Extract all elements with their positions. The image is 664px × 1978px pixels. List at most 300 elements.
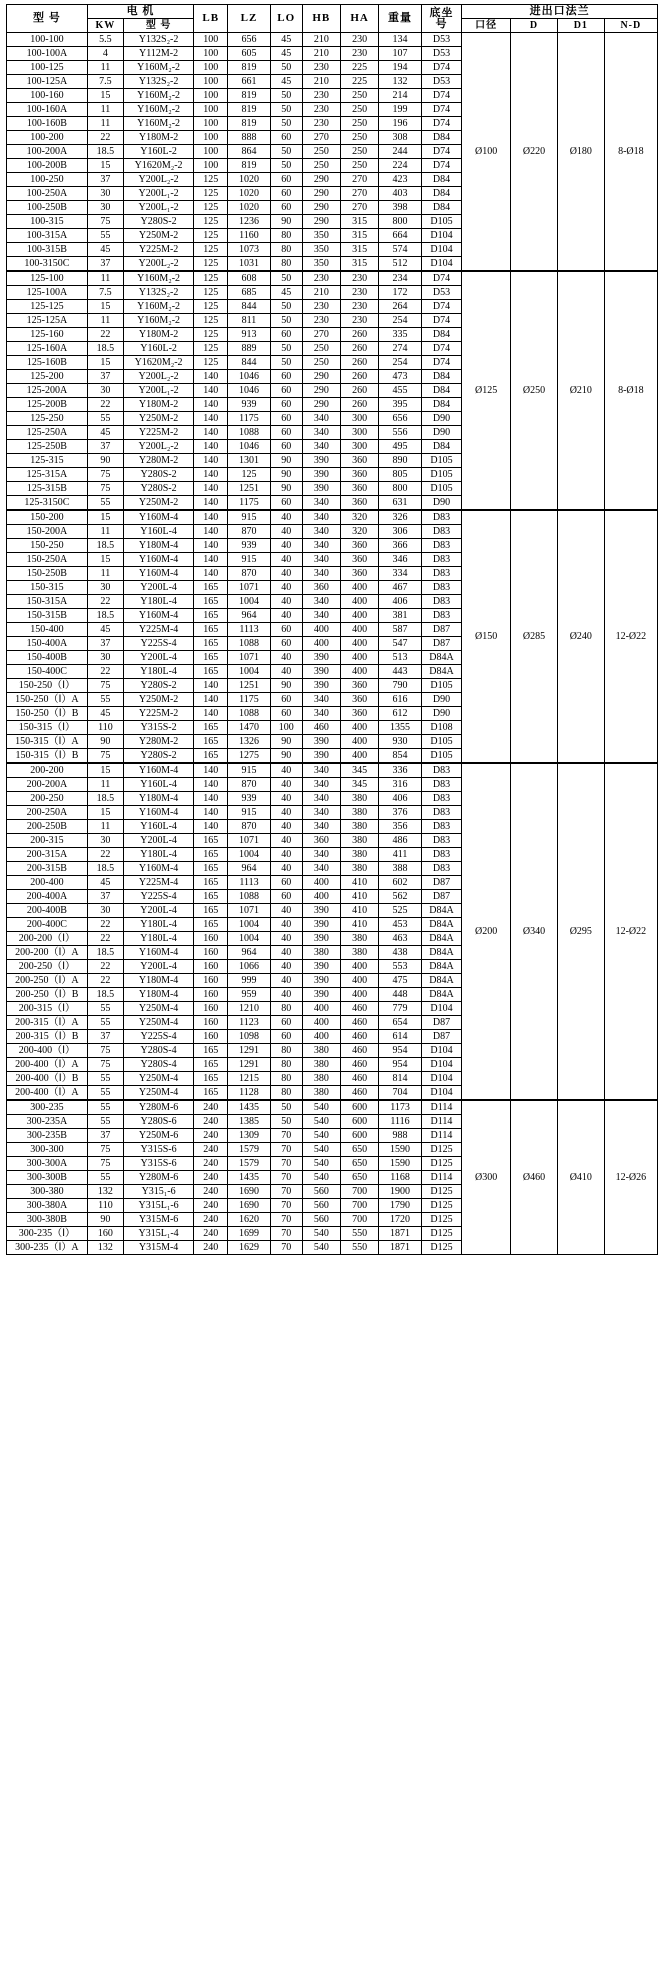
cell-weight: 547 [379,637,422,651]
cell-ha: 650 [340,1171,378,1185]
cell-lz: 1071 [228,834,271,848]
cell-motor-type: Y280S-4 [123,1058,193,1072]
cell-flange-dn: Ø150 [462,510,511,763]
cell-lb: 140 [194,553,228,567]
cell-hb: 400 [302,637,340,651]
cell-lz: 1066 [228,960,271,974]
cell-motor-type: Y160L-2 [123,342,193,356]
cell-base: D84 [421,398,461,412]
cell-model: 150-400B [7,651,88,665]
cell-motor-kw: 30 [87,384,123,398]
cell-ha: 360 [340,553,378,567]
cell-flange-d1: Ø295 [557,763,604,1100]
cell-motor-kw: 11 [87,61,123,75]
cell-motor-type: Y132S₂-2 [123,33,193,47]
cell-hb: 380 [302,1086,340,1101]
cell-lo: 60 [270,496,302,511]
cell-motor-type: Y200L₁-2 [123,201,193,215]
cell-ha: 260 [340,342,378,356]
cell-motor-kw: 37 [87,173,123,187]
cell-lb: 165 [194,749,228,764]
cell-model: 200-400（Ⅰ）A [7,1058,88,1072]
cell-ha: 400 [340,960,378,974]
cell-weight: 224 [379,159,422,173]
cell-model: 100-125A [7,75,88,89]
cell-ha: 260 [340,370,378,384]
cell-weight: 264 [379,300,422,314]
cell-base: D74 [421,89,461,103]
cell-lb: 125 [194,257,228,272]
cell-base: D87 [421,890,461,904]
cell-lo: 60 [270,398,302,412]
cell-weight: 406 [379,792,422,806]
cell-base: D83 [421,510,461,525]
cell-ha: 320 [340,525,378,539]
cell-motor-type: Y1620M₂-2 [123,159,193,173]
cell-lb: 125 [194,215,228,229]
cell-lo: 45 [270,33,302,47]
cell-ha: 650 [340,1157,378,1171]
cell-base: D83 [421,834,461,848]
cell-motor-kw: 110 [87,1199,123,1213]
cell-lb: 140 [194,525,228,539]
cell-motor-kw: 75 [87,482,123,496]
cell-lb: 140 [194,468,228,482]
cell-lb: 140 [194,454,228,468]
cell-lo: 40 [270,553,302,567]
cell-lb: 165 [194,1072,228,1086]
cell-lz: 959 [228,988,271,1002]
cell-hb: 340 [302,792,340,806]
cell-base: D83 [421,553,461,567]
cell-hb: 540 [302,1157,340,1171]
cell-base: D125 [421,1157,461,1171]
cell-motor-kw: 37 [87,440,123,454]
cell-ha: 250 [340,145,378,159]
cell-ha: 460 [340,1058,378,1072]
cell-ha: 250 [340,117,378,131]
cell-weight: 214 [379,89,422,103]
cell-lb: 140 [194,820,228,834]
cell-ha: 700 [340,1213,378,1227]
cell-lb: 160 [194,946,228,960]
cell-motor-kw: 75 [87,679,123,693]
cell-motor-type: Y160L-4 [123,778,193,792]
cell-hb: 540 [302,1171,340,1185]
cell-lo: 40 [270,918,302,932]
cell-base: D84A [421,651,461,665]
cell-lo: 90 [270,482,302,496]
cell-base: D74 [421,103,461,117]
cell-base: D114 [421,1129,461,1143]
cell-ha: 360 [340,567,378,581]
cell-ha: 400 [340,749,378,764]
cell-motor-kw: 30 [87,904,123,918]
cell-motor-type: Y200L-4 [123,834,193,848]
cell-model: 150-200A [7,525,88,539]
cell-weight: 1355 [379,721,422,735]
cell-motor-type: Y160M-4 [123,609,193,623]
table-row[interactable] [7,763,658,778]
header-flange: 进出口法兰 [462,5,658,19]
cell-model: 200-400A [7,890,88,904]
cell-lo: 40 [270,862,302,876]
cell-lz: 1004 [228,665,271,679]
cell-motor-kw: 22 [87,960,123,974]
cell-lz: 964 [228,609,271,623]
cell-motor-type: Y280M-6 [123,1100,193,1115]
cell-lz: 1385 [228,1115,271,1129]
cell-lz: 1690 [228,1199,271,1213]
cell-lb: 240 [194,1129,228,1143]
cell-lo: 70 [270,1227,302,1241]
cell-weight: 366 [379,539,422,553]
cell-lb: 165 [194,637,228,651]
cell-weight: 1173 [379,1100,422,1115]
cell-lo: 70 [270,1199,302,1213]
cell-lo: 40 [270,848,302,862]
cell-model: 150-315（Ⅰ）A [7,735,88,749]
cell-lb: 140 [194,482,228,496]
cell-base: D104 [421,1044,461,1058]
cell-model: 100-160 [7,89,88,103]
cell-lo: 40 [270,960,302,974]
cell-base: D87 [421,637,461,651]
cell-weight: 486 [379,834,422,848]
cell-hb: 390 [302,651,340,665]
cell-motor-type: Y280S-6 [123,1115,193,1129]
cell-lz: 1301 [228,454,271,468]
cell-lb: 160 [194,974,228,988]
cell-motor-type: Y280S-2 [123,679,193,693]
cell-ha: 300 [340,440,378,454]
cell-weight: 512 [379,257,422,272]
cell-lz: 1088 [228,637,271,651]
cell-lb: 165 [194,1086,228,1101]
cell-flange-d: Ø460 [511,1100,558,1255]
cell-model: 125-200B [7,398,88,412]
cell-model: 125-160A [7,342,88,356]
cell-lb: 160 [194,1002,228,1016]
cell-model: 200-250A [7,806,88,820]
cell-ha: 360 [340,482,378,496]
cell-ha: 230 [340,300,378,314]
cell-lo: 40 [270,806,302,820]
cell-lo: 40 [270,665,302,679]
cell-motor-kw: 30 [87,581,123,595]
cell-ha: 270 [340,187,378,201]
cell-lb: 165 [194,876,228,890]
cell-base: D84A [421,904,461,918]
cell-lz: 870 [228,525,271,539]
cell-hb: 540 [302,1241,340,1255]
cell-ha: 400 [340,651,378,665]
cell-weight: 553 [379,960,422,974]
cell-flange-d: Ø220 [511,33,558,272]
cell-motor-kw: 5.5 [87,33,123,47]
cell-ha: 400 [340,974,378,988]
cell-motor-kw: 11 [87,567,123,581]
cell-ha: 410 [340,918,378,932]
cell-ha: 700 [340,1185,378,1199]
cell-lz: 888 [228,131,271,145]
cell-motor-kw: 15 [87,763,123,778]
header-base-line2: 号 [435,17,448,30]
cell-lb: 140 [194,440,228,454]
cell-lo: 90 [270,215,302,229]
cell-motor-type: Y200L₂-2 [123,173,193,187]
cell-lo: 40 [270,820,302,834]
cell-lz: 1113 [228,623,271,637]
cell-lz: 1071 [228,581,271,595]
header-motor-type: 型 号 [123,19,193,33]
cell-model: 200-400（Ⅰ） [7,1044,88,1058]
cell-lb: 165 [194,735,228,749]
header-motor-kw: KW [87,19,123,33]
cell-hb: 340 [302,763,340,778]
cell-model: 150-250（Ⅰ）A [7,693,88,707]
cell-base: D105 [421,454,461,468]
cell-motor-kw: 55 [87,496,123,511]
cell-motor-kw: 11 [87,271,123,286]
header-base-line1: 底坐 [429,6,454,19]
cell-lb: 140 [194,567,228,581]
cell-base: D84A [421,918,461,932]
cell-lb: 100 [194,117,228,131]
cell-lz: 964 [228,862,271,876]
cell-ha: 230 [340,47,378,61]
cell-lz: 1071 [228,904,271,918]
cell-lz: 1073 [228,243,271,257]
cell-weight: 443 [379,665,422,679]
cell-weight: 346 [379,553,422,567]
header-ha: HA [340,5,378,33]
cell-hb: 210 [302,286,340,300]
cell-motor-kw: 18.5 [87,792,123,806]
cell-ha: 380 [340,820,378,834]
cell-lo: 60 [270,412,302,426]
cell-weight: 336 [379,763,422,778]
cell-hb: 230 [302,314,340,328]
cell-lo: 40 [270,946,302,960]
header-base [421,5,461,33]
cell-motor-kw: 90 [87,735,123,749]
cell-motor-kw: 22 [87,848,123,862]
cell-model: 200-400 [7,876,88,890]
cell-motor-kw: 18.5 [87,609,123,623]
cell-ha: 360 [340,468,378,482]
cell-lo: 90 [270,454,302,468]
cell-lo: 90 [270,679,302,693]
cell-hb: 390 [302,988,340,1002]
cell-model: 125-100A [7,286,88,300]
cell-weight: 616 [379,693,422,707]
cell-model: 100-125 [7,61,88,75]
cell-motor-kw: 22 [87,398,123,412]
cell-lo: 100 [270,721,302,735]
cell-base: D83 [421,792,461,806]
cell-hb: 250 [302,159,340,173]
cell-base: D125 [421,1143,461,1157]
cell-lz: 1470 [228,721,271,735]
cell-ha: 250 [340,159,378,173]
cell-motor-type: Y225S-4 [123,637,193,651]
cell-ha: 400 [340,665,378,679]
cell-hb: 340 [302,412,340,426]
cell-motor-type: Y250M-2 [123,229,193,243]
cell-lz: 870 [228,820,271,834]
cell-motor-kw: 132 [87,1185,123,1199]
cell-ha: 650 [340,1143,378,1157]
cell-lz: 661 [228,75,271,89]
cell-lz: 1215 [228,1072,271,1086]
cell-base: D87 [421,623,461,637]
cell-base: D87 [421,1016,461,1030]
cell-base: D74 [421,159,461,173]
cell-hb: 540 [302,1129,340,1143]
cell-motor-kw: 110 [87,721,123,735]
cell-motor-kw: 22 [87,328,123,342]
cell-lz: 1160 [228,229,271,243]
header-weight: 重量 [379,5,422,33]
cell-motor-type: Y315M-6 [123,1213,193,1227]
cell-lo: 60 [270,370,302,384]
cell-motor-kw: 11 [87,314,123,328]
cell-lz: 1071 [228,651,271,665]
cell-lb: 100 [194,61,228,75]
cell-base: D114 [421,1171,461,1185]
cell-base: D105 [421,468,461,482]
table-row[interactable] [7,33,658,47]
cell-weight: 463 [379,932,422,946]
cell-lz: 964 [228,946,271,960]
cell-lz: 915 [228,763,271,778]
cell-hb: 290 [302,370,340,384]
cell-hb: 290 [302,398,340,412]
cell-model: 150-400A [7,637,88,651]
cell-model: 150-250 [7,539,88,553]
cell-motor-type: Y225M-4 [123,876,193,890]
table-row[interactable] [7,271,658,286]
cell-lz: 1088 [228,890,271,904]
cell-lo: 50 [270,300,302,314]
cell-lb: 125 [194,243,228,257]
cell-lo: 40 [270,792,302,806]
cell-lb: 140 [194,398,228,412]
cell-motor-type: Y180M-4 [123,988,193,1002]
cell-base: D125 [421,1241,461,1255]
cell-weight: 1900 [379,1185,422,1199]
cell-model: 300-235B [7,1129,88,1143]
cell-lz: 1435 [228,1100,271,1115]
cell-ha: 360 [340,693,378,707]
cell-hb: 400 [302,876,340,890]
cell-weight: 525 [379,904,422,918]
cell-motor-type: Y250M-2 [123,693,193,707]
cell-weight: 334 [379,567,422,581]
cell-motor-kw: 22 [87,932,123,946]
cell-base: D84A [421,665,461,679]
cell-lo: 60 [270,1030,302,1044]
cell-weight: 254 [379,356,422,370]
cell-weight: 316 [379,778,422,792]
cell-ha: 270 [340,201,378,215]
cell-motor-type: Y160M-4 [123,806,193,820]
cell-model: 150-250A [7,553,88,567]
cell-lz: 864 [228,145,271,159]
cell-model: 150-315（Ⅰ） [7,721,88,735]
cell-lo: 40 [270,539,302,553]
cell-base: D84 [421,328,461,342]
cell-base: D104 [421,1086,461,1101]
cell-lo: 60 [270,876,302,890]
cell-motor-type: Y225S-4 [123,1030,193,1044]
cell-model: 200-400（Ⅰ）A [7,1086,88,1101]
cell-model: 300-300B [7,1171,88,1185]
cell-base: D90 [421,426,461,440]
cell-weight: 196 [379,117,422,131]
cell-lo: 80 [270,257,302,272]
cell-model: 125-250A [7,426,88,440]
cell-motor-kw: 15 [87,159,123,173]
cell-model: 200-400B [7,904,88,918]
cell-base: D74 [421,314,461,328]
cell-lo: 60 [270,173,302,187]
cell-motor-type: Y180M-4 [123,974,193,988]
cell-weight: 954 [379,1058,422,1072]
cell-lz: 1291 [228,1044,271,1058]
cell-hb: 250 [302,342,340,356]
cell-model: 100-250B [7,201,88,215]
cell-lb: 240 [194,1100,228,1115]
table-row[interactable] [7,510,658,525]
table-header [7,5,658,33]
cell-ha: 300 [340,426,378,440]
cell-base: D87 [421,876,461,890]
cell-motor-kw: 30 [87,201,123,215]
cell-motor-kw: 15 [87,89,123,103]
cell-model: 300-235（Ⅰ） [7,1227,88,1241]
cell-lb: 160 [194,1030,228,1044]
cell-model: 125-250B [7,440,88,454]
cell-lo: 90 [270,468,302,482]
cell-motor-type: Y250M-6 [123,1129,193,1143]
cell-lb: 125 [194,201,228,215]
cell-lb: 125 [194,300,228,314]
cell-weight: 453 [379,918,422,932]
cell-weight: 194 [379,61,422,75]
cell-lz: 1004 [228,932,271,946]
table-row[interactable] [7,1100,658,1115]
cell-ha: 460 [340,1016,378,1030]
cell-hb: 340 [302,440,340,454]
cell-lz: 1020 [228,187,271,201]
cell-ha: 250 [340,89,378,103]
cell-lo: 60 [270,1016,302,1030]
cell-lb: 100 [194,145,228,159]
cell-base: D53 [421,47,461,61]
cell-lz: 1123 [228,1016,271,1030]
cell-motor-type: Y225M-4 [123,623,193,637]
cell-motor-kw: 11 [87,525,123,539]
cell-motor-type: Y160M-4 [123,553,193,567]
cell-lb: 240 [194,1115,228,1129]
cell-model: 200-250（Ⅰ） [7,960,88,974]
cell-weight: 988 [379,1129,422,1143]
cell-weight: 455 [379,384,422,398]
cell-hb: 390 [302,749,340,764]
cell-base: D108 [421,721,461,735]
